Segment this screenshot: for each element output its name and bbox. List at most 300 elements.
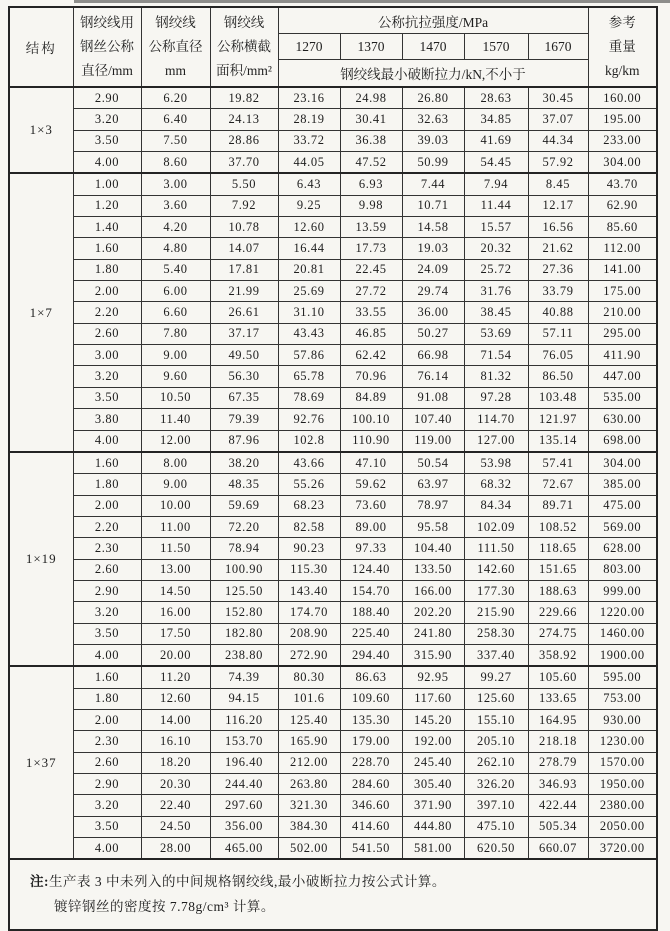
header-cross-section-line1: 钢绞线 [223, 15, 265, 30]
table-cell: 3.00 [73, 345, 141, 366]
table-cell: 3.50 [73, 623, 141, 644]
table-cell: 62.42 [340, 345, 402, 366]
table-cell: 2.00 [73, 709, 141, 730]
table-cell: 447.00 [588, 366, 657, 387]
table-cell: 6.43 [278, 173, 340, 195]
table-cell: 104.40 [402, 538, 464, 559]
table-cell: 46.85 [340, 323, 402, 344]
header-reference-weight [588, 7, 657, 87]
table-cell: 385.00 [588, 474, 657, 495]
table-cell: 28.63 [464, 87, 528, 109]
header-cross-section-line3: 面积/mm² [216, 63, 272, 78]
table-cell: 79.39 [210, 409, 278, 430]
table-cell: 53.98 [464, 452, 528, 474]
table-cell: 225.40 [340, 623, 402, 644]
note-cell [9, 859, 657, 930]
table-cell: 6.93 [340, 173, 402, 195]
table-cell: 92.76 [278, 409, 340, 430]
header-breaking-force-note: 钢绞线最小破断拉力/kN,不小于 [278, 60, 588, 88]
table-cell: 1220.00 [588, 602, 657, 623]
note-line2: 镀锌钢丝的密度按 7.78g/cm³ 计算。 [54, 899, 275, 915]
table-cell: 65.78 [278, 366, 340, 387]
table-cell: 595.00 [588, 666, 657, 688]
table-cell: 50.54 [402, 452, 464, 474]
table-row [9, 602, 657, 623]
table-cell: 94.15 [210, 688, 278, 709]
table-cell: 31.10 [278, 302, 340, 323]
table-cell: 2.30 [73, 731, 141, 752]
table-cell: 133.65 [528, 688, 588, 709]
table-cell: 3.20 [73, 795, 141, 816]
header-cross-section-line2: 公称横截 [217, 39, 271, 54]
table-cell: 262.10 [464, 752, 528, 773]
table-cell: 36.00 [402, 302, 464, 323]
table-cell: 9.60 [141, 366, 210, 387]
header-strand-diameter-line2: 公称直径 [148, 39, 203, 54]
table-cell: 152.80 [210, 602, 278, 623]
table-cell: 315.90 [402, 644, 464, 666]
table-cell: 4.00 [73, 430, 141, 452]
table-cell: 14.58 [402, 217, 464, 238]
table-cell: 29.74 [402, 281, 464, 302]
table-row [9, 152, 657, 174]
table-cell: 24.98 [340, 87, 402, 109]
note-line1-text: 生产表 3 中未列入的中间规格钢绞线,最小破断拉力按公式计算。 [49, 874, 446, 890]
table-cell: 153.70 [210, 731, 278, 752]
table-cell: 1.60 [73, 666, 141, 688]
table-cell: 33.55 [340, 302, 402, 323]
table-cell: 28.00 [141, 838, 210, 860]
table-row [9, 516, 657, 537]
table-row [9, 666, 657, 688]
header-wire-diameter-line3: 直径/mm [81, 63, 133, 78]
table-cell: 38.20 [210, 452, 278, 474]
table-cell: 7.44 [402, 173, 464, 195]
table-cell: 23.16 [278, 87, 340, 109]
header-wire-diameter-line1: 钢绞线用 [80, 15, 134, 30]
table-cell: 10.78 [210, 217, 278, 238]
table-cell: 108.52 [528, 516, 588, 537]
table-cell: 25.72 [464, 259, 528, 280]
table-cell: 384.30 [278, 816, 340, 837]
table-cell: 3.50 [73, 816, 141, 837]
header-wire-diameter [73, 7, 141, 87]
table-cell: 196.40 [210, 752, 278, 773]
table-cell: 116.20 [210, 709, 278, 730]
note-row [9, 859, 657, 930]
table-cell: 5.40 [141, 259, 210, 280]
table-cell: 502.00 [278, 838, 340, 860]
table-cell: 165.90 [278, 731, 340, 752]
table-cell: 31.76 [464, 281, 528, 302]
table-cell: 57.86 [278, 345, 340, 366]
table-cell: 1900.00 [588, 644, 657, 666]
table-cell: 32.63 [402, 109, 464, 130]
table-cell: 50.99 [402, 152, 464, 174]
table-cell: 102.8 [278, 430, 340, 452]
table-row [9, 774, 657, 795]
table-cell: 2.90 [73, 580, 141, 601]
table-cell: 142.60 [464, 559, 528, 580]
table-cell: 119.00 [402, 430, 464, 452]
table-cell: 54.45 [464, 152, 528, 174]
table-cell: 11.00 [141, 516, 210, 537]
table-cell: 7.50 [141, 130, 210, 151]
table-cell: 24.09 [402, 259, 464, 280]
table-cell: 278.79 [528, 752, 588, 773]
table-row [9, 238, 657, 259]
table-cell: 99.27 [464, 666, 528, 688]
table-cell: 70.96 [340, 366, 402, 387]
table-cell: 3.00 [141, 173, 210, 195]
table-cell: 1.80 [73, 474, 141, 495]
table-cell: 17.50 [141, 623, 210, 644]
table-cell: 228.70 [340, 752, 402, 773]
table-cell: 4.00 [73, 152, 141, 174]
table-row [9, 688, 657, 709]
table-cell: 2.90 [73, 87, 141, 109]
table-cell: 1.20 [73, 195, 141, 216]
table-row [9, 623, 657, 644]
table-cell: 581.00 [402, 838, 464, 860]
table-cell: 145.20 [402, 709, 464, 730]
table-row [9, 538, 657, 559]
header-tensile-strength-group: 公称抗拉强度/MPa [278, 7, 588, 34]
table-cell: 59.69 [210, 495, 278, 516]
table-row [9, 281, 657, 302]
table-cell: 89.71 [528, 495, 588, 516]
table-cell: 304.00 [588, 152, 657, 174]
table-cell: 38.45 [464, 302, 528, 323]
table-cell: 1.80 [73, 259, 141, 280]
table-cell: 8.00 [141, 452, 210, 474]
table-cell: 5.50 [210, 173, 278, 195]
table-cell: 95.58 [402, 516, 464, 537]
table-cell: 422.44 [528, 795, 588, 816]
table-cell: 803.00 [588, 559, 657, 580]
header-strength-1570: 1570 [464, 34, 528, 60]
table-cell: 102.09 [464, 516, 528, 537]
table-cell: 20.81 [278, 259, 340, 280]
table-row [9, 430, 657, 452]
table-cell: 16.56 [528, 217, 588, 238]
table-cell: 2380.00 [588, 795, 657, 816]
table-cell: 68.23 [278, 495, 340, 516]
table-cell: 4.20 [141, 217, 210, 238]
table-cell: 2.60 [73, 752, 141, 773]
table-cell: 135.30 [340, 709, 402, 730]
table-cell: 22.40 [141, 795, 210, 816]
table-cell: 263.80 [278, 774, 340, 795]
table-cell: 47.52 [340, 152, 402, 174]
table-cell: 30.45 [528, 87, 588, 109]
table-cell: 660.07 [528, 838, 588, 860]
table-cell: 141.00 [588, 259, 657, 280]
table-cell: 57.11 [528, 323, 588, 344]
table-cell: 179.00 [340, 731, 402, 752]
table-row [9, 816, 657, 837]
table-cell: 26.61 [210, 302, 278, 323]
table-cell: 19.03 [402, 238, 464, 259]
table-cell: 10.50 [141, 387, 210, 408]
table-cell: 569.00 [588, 516, 657, 537]
table-cell: 1.60 [73, 238, 141, 259]
table-cell: 1.00 [73, 173, 141, 195]
table-row [9, 387, 657, 408]
table-cell: 26.80 [402, 87, 464, 109]
table-cell: 241.80 [402, 623, 464, 644]
note-label: 注: [30, 874, 49, 890]
table-cell: 2.00 [73, 281, 141, 302]
table-cell: 76.05 [528, 345, 588, 366]
table-cell: 16.00 [141, 602, 210, 623]
table-cell: 84.34 [464, 495, 528, 516]
table-cell: 10.71 [402, 195, 464, 216]
table-cell: 4.00 [73, 838, 141, 860]
table-cell: 630.00 [588, 409, 657, 430]
table-cell: 444.80 [402, 816, 464, 837]
table-cell: 192.00 [402, 731, 464, 752]
table-sheet [8, 6, 658, 931]
table-cell: 124.40 [340, 559, 402, 580]
table-cell: 68.32 [464, 474, 528, 495]
table-cell: 1.80 [73, 688, 141, 709]
table-cell: 7.92 [210, 195, 278, 216]
header-strand-diameter [141, 7, 210, 87]
table-cell: 117.60 [402, 688, 464, 709]
table-cell: 25.69 [278, 281, 340, 302]
table-cell: 71.54 [464, 345, 528, 366]
table-cell: 100.10 [340, 409, 402, 430]
table-cell: 1570.00 [588, 752, 657, 773]
table-row [9, 838, 657, 860]
table-cell: 6.20 [141, 87, 210, 109]
table-row [9, 795, 657, 816]
table-cell: 30.41 [340, 109, 402, 130]
table-cell: 465.00 [210, 838, 278, 860]
table-cell: 72.67 [528, 474, 588, 495]
table-cell: 57.41 [528, 452, 588, 474]
table-cell: 89.00 [340, 516, 402, 537]
table-cell: 21.99 [210, 281, 278, 302]
table-cell: 155.10 [464, 709, 528, 730]
table-cell: 78.97 [402, 495, 464, 516]
table-cell: 258.30 [464, 623, 528, 644]
structure-cell: 1×19 [9, 452, 73, 666]
table-cell: 34.85 [464, 109, 528, 130]
table-row [9, 366, 657, 387]
table-cell: 2.20 [73, 302, 141, 323]
table-row [9, 452, 657, 474]
table-cell: 20.00 [141, 644, 210, 666]
table-cell: 1950.00 [588, 774, 657, 795]
header-structure: 结构 [9, 7, 73, 87]
header-strand-diameter-line1: 钢绞线 [155, 15, 196, 30]
table-row [9, 130, 657, 151]
structure-cell: 1×7 [9, 173, 73, 451]
table-cell: 4.80 [141, 238, 210, 259]
table-cell: 753.00 [588, 688, 657, 709]
table-row [9, 87, 657, 109]
table-cell: 40.88 [528, 302, 588, 323]
table-cell: 78.94 [210, 538, 278, 559]
table-cell: 82.58 [278, 516, 340, 537]
table-cell: 321.30 [278, 795, 340, 816]
table-cell: 346.60 [340, 795, 402, 816]
header-reference-weight-line3: kg/km [605, 63, 640, 78]
structure-cell: 1×3 [9, 87, 73, 173]
table-cell: 505.34 [528, 816, 588, 837]
structure-cell: 1×37 [9, 666, 73, 859]
table-cell: 92.95 [402, 666, 464, 688]
table-cell: 37.70 [210, 152, 278, 174]
table-row [9, 731, 657, 752]
scan-edge-artifact [74, 0, 670, 3]
table-cell: 304.00 [588, 452, 657, 474]
table-cell: 125.50 [210, 580, 278, 601]
table-cell: 14.07 [210, 238, 278, 259]
table-cell: 160.00 [588, 87, 657, 109]
table-cell: 9.00 [141, 345, 210, 366]
table-cell: 57.92 [528, 152, 588, 174]
table-cell: 100.90 [210, 559, 278, 580]
table-cell: 62.90 [588, 195, 657, 216]
table-row [9, 173, 657, 195]
table-cell: 36.38 [340, 130, 402, 151]
table-cell: 91.08 [402, 387, 464, 408]
table-cell: 44.05 [278, 152, 340, 174]
table-cell: 358.92 [528, 644, 588, 666]
table-cell: 112.00 [588, 238, 657, 259]
table-cell: 103.48 [528, 387, 588, 408]
table-cell: 212.00 [278, 752, 340, 773]
table-row [9, 259, 657, 280]
table-cell: 4.00 [73, 644, 141, 666]
table-cell: 53.69 [464, 323, 528, 344]
table-row [9, 580, 657, 601]
table-cell: 11.50 [141, 538, 210, 559]
header-strength-1470: 1470 [402, 34, 464, 60]
table-cell: 2.20 [73, 516, 141, 537]
table-cell: 90.23 [278, 538, 340, 559]
table-cell: 326.20 [464, 774, 528, 795]
table-cell: 15.57 [464, 217, 528, 238]
header-wire-diameter-line2: 钢丝公称 [80, 39, 134, 54]
header-reference-weight-line1: 参考 [608, 15, 636, 30]
table-cell: 118.65 [528, 538, 588, 559]
table-cell: 294.40 [340, 644, 402, 666]
table-cell: 7.94 [464, 173, 528, 195]
table-cell: 76.14 [402, 366, 464, 387]
table-cell: 27.36 [528, 259, 588, 280]
table-cell: 244.40 [210, 774, 278, 795]
table-cell: 2.60 [73, 559, 141, 580]
table-cell: 37.17 [210, 323, 278, 344]
table-cell: 73.60 [340, 495, 402, 516]
table-cell: 12.00 [141, 430, 210, 452]
table-cell: 188.63 [528, 580, 588, 601]
table-cell: 24.50 [141, 816, 210, 837]
table-cell: 24.13 [210, 109, 278, 130]
table-cell: 11.20 [141, 666, 210, 688]
table-row [9, 644, 657, 666]
table-cell: 16.10 [141, 731, 210, 752]
table-cell: 2.60 [73, 323, 141, 344]
table-cell: 101.6 [278, 688, 340, 709]
table-cell: 175.00 [588, 281, 657, 302]
table-body [9, 87, 657, 859]
table-header [9, 7, 657, 87]
table-cell: 115.30 [278, 559, 340, 580]
table-cell: 2.00 [73, 495, 141, 516]
table-cell: 6.40 [141, 109, 210, 130]
table-cell: 411.90 [588, 345, 657, 366]
table-cell: 11.44 [464, 195, 528, 216]
table-cell: 177.30 [464, 580, 528, 601]
table-cell: 28.19 [278, 109, 340, 130]
table-cell: 48.35 [210, 474, 278, 495]
table-cell: 27.72 [340, 281, 402, 302]
table-cell: 63.97 [402, 474, 464, 495]
table-cell: 2.90 [73, 774, 141, 795]
table-cell: 12.60 [141, 688, 210, 709]
table-cell: 3.80 [73, 409, 141, 430]
header-strength-1670: 1670 [528, 34, 588, 60]
table-cell: 72.20 [210, 516, 278, 537]
table-cell: 22.45 [340, 259, 402, 280]
table-cell: 11.40 [141, 409, 210, 430]
table-cell: 305.40 [402, 774, 464, 795]
table-cell: 295.00 [588, 323, 657, 344]
table-cell: 55.26 [278, 474, 340, 495]
table-cell: 74.39 [210, 666, 278, 688]
table-cell: 127.00 [464, 430, 528, 452]
table-cell: 41.69 [464, 130, 528, 151]
table-cell: 3720.00 [588, 838, 657, 860]
header-reference-weight-line2: 重量 [608, 39, 636, 54]
table-row [9, 109, 657, 130]
table-cell: 84.89 [340, 387, 402, 408]
table-cell: 272.90 [278, 644, 340, 666]
table-cell: 33.79 [528, 281, 588, 302]
strand-spec-table [8, 6, 658, 931]
table-cell: 49.50 [210, 345, 278, 366]
table-cell: 9.25 [278, 195, 340, 216]
table-cell: 245.40 [402, 752, 464, 773]
table-cell: 151.65 [528, 559, 588, 580]
table-cell: 135.14 [528, 430, 588, 452]
table-row [9, 752, 657, 773]
table-cell: 13.00 [141, 559, 210, 580]
table-cell: 87.96 [210, 430, 278, 452]
header-strand-diameter-line3: mm [164, 63, 186, 78]
table-cell: 39.03 [402, 130, 464, 151]
table-cell: 698.00 [588, 430, 657, 452]
table-cell: 28.86 [210, 130, 278, 151]
table-cell: 105.60 [528, 666, 588, 688]
table-cell: 475.00 [588, 495, 657, 516]
table-cell: 274.75 [528, 623, 588, 644]
table-cell: 111.50 [464, 538, 528, 559]
header-cross-section [210, 7, 278, 87]
table-cell: 109.60 [340, 688, 402, 709]
table-cell: 47.10 [340, 452, 402, 474]
table-cell: 97.33 [340, 538, 402, 559]
table-cell: 97.28 [464, 387, 528, 408]
table-cell: 37.07 [528, 109, 588, 130]
table-cell: 229.66 [528, 602, 588, 623]
table-cell: 43.70 [588, 173, 657, 195]
